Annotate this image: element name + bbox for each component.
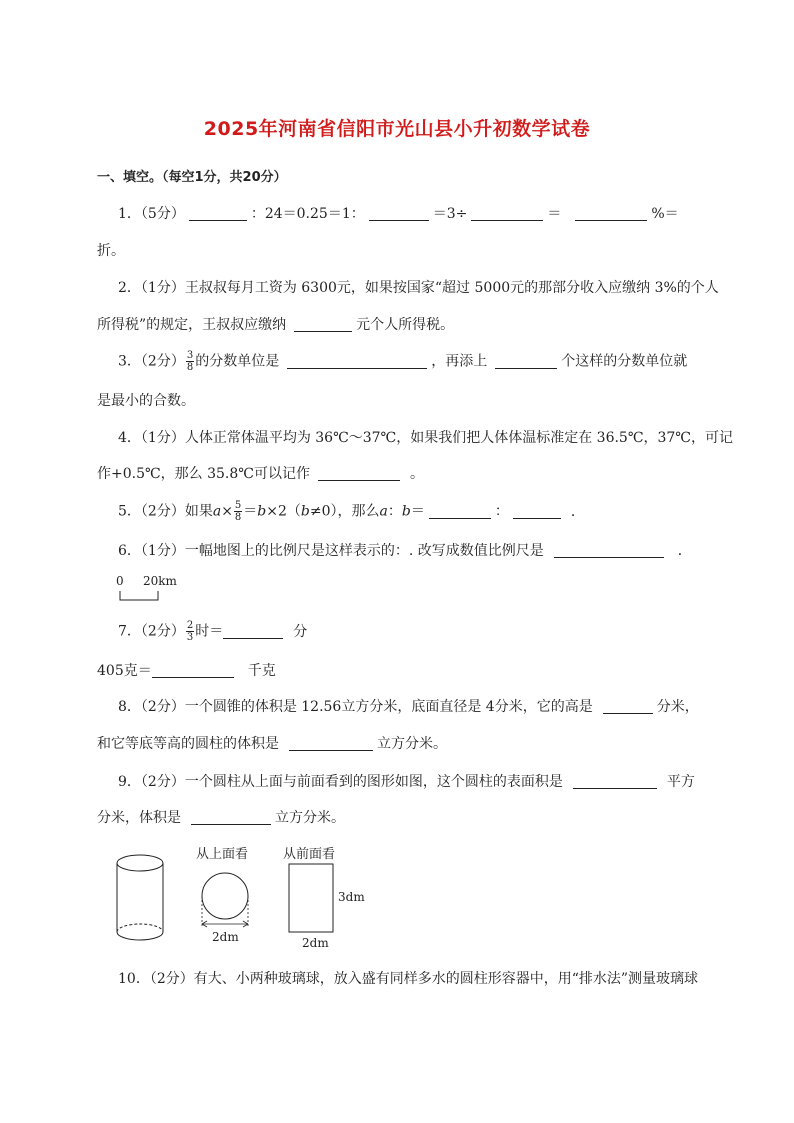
q9-dim-circle: 2dm <box>212 930 239 944</box>
q5-var-b3: b <box>401 503 411 520</box>
q7-text-4: 千克 <box>247 663 276 679</box>
question-7 <box>118 620 307 643</box>
q2-text-2: 元个人所得税。 <box>356 317 455 333</box>
q1-text-3: ＝ <box>547 206 562 222</box>
q5-eq: ＝ <box>243 503 258 520</box>
q7-fraction: $\frac{2}{3}$ <box>186 620 194 643</box>
question-2-line-1: 2．（1分）王叔叔每月工资为 6300元，如果按国家“超过 5000元的那部分收入应缴纳 3%的个人 <box>118 280 719 296</box>
question-8-line-1 <box>118 696 699 716</box>
q4-text-2: 。 <box>409 466 424 482</box>
question-6 <box>118 540 692 560</box>
q7-text-2: 分 <box>293 623 308 640</box>
q3-text-2: ，再添上 <box>431 353 488 370</box>
question-9-line-1 <box>118 771 695 791</box>
q1-text-2: ＝3÷ <box>432 206 468 222</box>
q3-text-3: 个这样的分数单位就 <box>561 353 688 370</box>
question-1-cont <box>97 240 125 260</box>
q3-text-1: 的分数单位是 <box>195 353 280 370</box>
question-5 <box>118 500 585 523</box>
q8-blank-1[interactable] <box>603 698 653 714</box>
q8-text-1: 8．（2分）一个圆锥的体积是 12.56立方分米，底面直径是 4分米，它的高是 <box>118 699 593 715</box>
q9-text-4: 立方分米。 <box>275 810 345 826</box>
q1-text-4: %＝ <box>651 206 679 222</box>
q9-blank-1[interactable] <box>573 773 657 789</box>
question-3-cont: 是最小的合数。 <box>97 393 195 409</box>
question-4-line-2 <box>97 463 424 483</box>
q3-prefix: 3．（2分） <box>118 353 185 370</box>
q6-scale-zero: 0 <box>116 574 124 588</box>
q9-top-view-circle <box>196 868 256 936</box>
question-1 <box>118 203 679 223</box>
q1-text-1: ：24＝0.25＝1： <box>250 206 365 222</box>
q9-text-3: 分米，体积是 <box>97 810 181 826</box>
q1-prefix: 1．（5分） <box>118 206 185 222</box>
q4-text-1: 作+0.5℃，那么 35.8℃可以记作 <box>97 466 310 482</box>
q6-scale-bar <box>118 590 162 602</box>
q6-text: 6．（1分）一幅地图上的比例尺是这样表示的：. 改写成数值比例尺是 <box>118 543 544 559</box>
q2-blank[interactable] <box>294 316 352 332</box>
q5-blank-1[interactable] <box>429 503 491 519</box>
q7-text-3: 405克＝ <box>97 663 152 679</box>
q3-fraction: $\frac{3}{8}$ <box>186 350 194 373</box>
question-9-line-2 <box>97 807 345 827</box>
q5-times: × <box>221 503 233 520</box>
q9-text-1: 9．（2分）一个圆柱从上面与前面看到的图形如图，这个圆柱的表面积是 <box>118 774 563 790</box>
q5-colon: ： <box>387 503 402 520</box>
q5-blank-2[interactable] <box>513 503 561 519</box>
question-4-line-1: 4．（1分）人体正常体温平均为 36℃～37℃，如果我们把人体体温标准定在 36.5℃，37℃，可记 <box>118 430 733 446</box>
q6-scale-length: 20km <box>143 574 177 588</box>
q9-text-2: 平方 <box>666 774 695 790</box>
q5-var-a: a <box>212 503 222 520</box>
q5-var-a2: a <box>379 503 388 520</box>
q1-blank-1[interactable] <box>189 205 247 221</box>
q1-blank-4[interactable] <box>575 205 647 221</box>
q9-label-top-view: 从上面看 <box>196 847 249 862</box>
q1-blank-2[interactable] <box>369 205 429 221</box>
section-heading-fill-in: 一、填空。（每空1分，共20分） <box>97 170 287 185</box>
q4-blank[interactable] <box>318 465 400 481</box>
question-3 <box>118 350 687 373</box>
q8-text-4: 立方分米。 <box>377 736 447 752</box>
q5-prefix: 5．（2分）如果 <box>118 503 213 520</box>
q8-text-2: 分米， <box>656 699 699 715</box>
q7-blank-1[interactable] <box>223 623 283 639</box>
q5-var-b: b <box>257 503 267 520</box>
q7-text-1: 时＝ <box>195 623 224 640</box>
q3-blank-1[interactable] <box>287 353 427 369</box>
q5-text-4: ： <box>494 503 509 520</box>
exam-title: 2025年河南省信阳市光山县小升初数学试卷 <box>203 118 591 140</box>
q5-text-5: ． <box>570 503 585 520</box>
q3-blank-2[interactable] <box>495 353 557 369</box>
q9-label-front-view: 从前面看 <box>283 847 336 862</box>
q5-text-b2: ≠0），那么 <box>309 503 380 520</box>
q6-blank[interactable] <box>554 542 664 558</box>
q1-cont-text: 折。 <box>97 243 125 259</box>
q7-blank-2[interactable] <box>152 662 234 678</box>
q1-blank-3[interactable] <box>471 205 543 221</box>
q5-var-b2: b <box>300 503 310 520</box>
question-10-line-1: 10．（2分）有大、小两种玻璃球，放入盛有同样多水的圆柱形容器中，用“排水法”测量玻璃球 <box>118 971 699 987</box>
q9-front-view-rectangle <box>286 862 336 936</box>
q9-blank-2[interactable] <box>191 809 271 825</box>
q8-blank-2[interactable] <box>289 735 373 751</box>
question-2-line-2 <box>97 314 454 334</box>
question-7-line-2 <box>97 660 276 680</box>
q7-prefix: 7．（2分） <box>118 623 185 640</box>
q8-text-3: 和它等底等高的圆柱的体积是 <box>97 736 279 752</box>
q2-text-1: 所得税”的规定，王叔叔应缴纳 <box>97 317 287 333</box>
q9-dim-width: 2dm <box>302 936 329 950</box>
question-8-line-2 <box>97 733 447 753</box>
q5-text-b: ×2（ <box>266 503 301 520</box>
q9-dim-height: 3dm <box>338 890 365 904</box>
q5-text-3: ＝ <box>410 503 425 520</box>
q5-fraction: $\frac{5}{8}$ <box>234 500 242 523</box>
q6-end: ． <box>677 543 692 559</box>
q9-cylinder-figure <box>112 852 168 944</box>
